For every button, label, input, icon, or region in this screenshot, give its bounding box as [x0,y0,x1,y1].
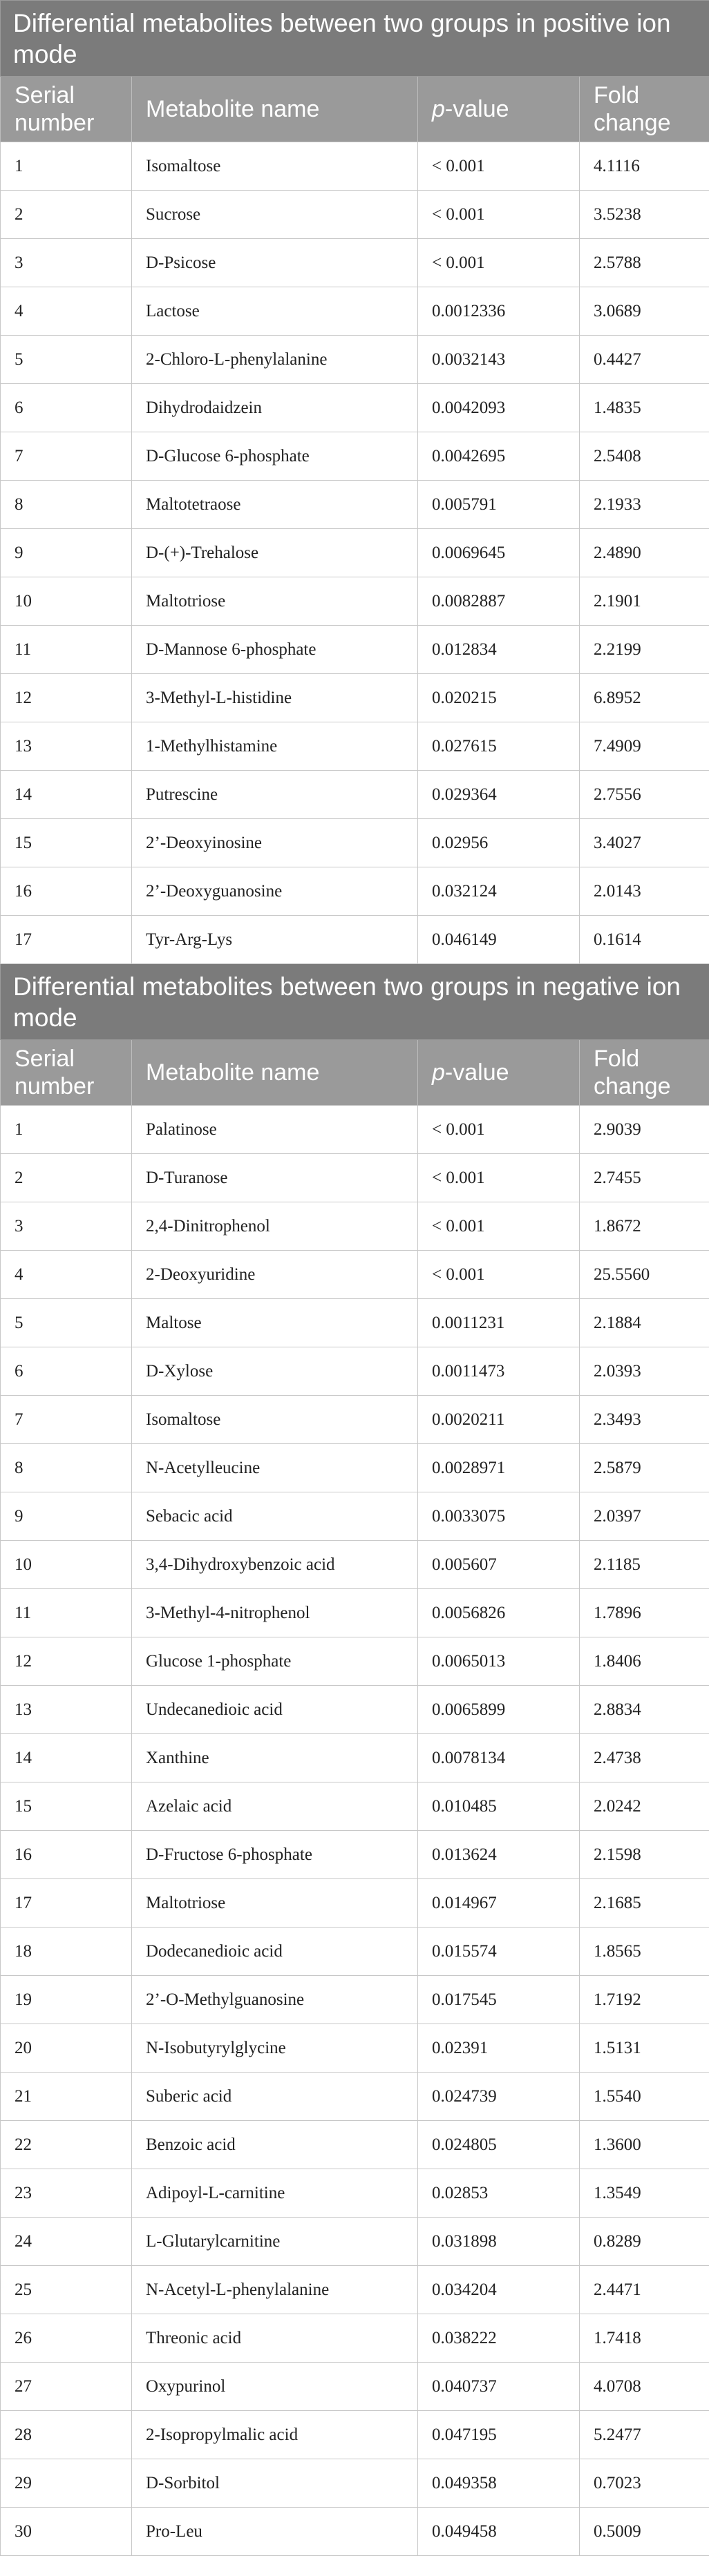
table-row [1,1106,709,1154]
table-row [1,2314,709,2363]
cell-p-value: 0.040737 [418,2363,580,2411]
cell-metabolite-name: N-Acetyl-L-phenylalanine [132,2266,418,2314]
cell-fold-change: 1.4835 [580,384,709,432]
table-row [1,674,709,722]
cell-metabolite-name: Sucrose [132,191,418,239]
cell-fold-change: 0.7023 [580,2459,709,2508]
cell-p-value: 0.0011473 [418,1347,580,1396]
cell-metabolite-name: Maltose [132,1299,418,1347]
table-row [1,1492,709,1541]
cell-p-value: 0.034204 [418,2266,580,2314]
cell-fold-change: 5.2477 [580,2411,709,2459]
table-row [1,384,709,432]
cell-metabolite-name: Palatinose [132,1106,418,1154]
cell-metabolite-name: Putrescine [132,771,418,819]
cell-metabolite-name: 2,4-Dinitrophenol [132,1202,418,1251]
cell-serial-number: 1 [1,1106,132,1154]
column-header-row [1,77,709,142]
cell-p-value: 0.013624 [418,1831,580,1879]
cell-serial-number: 1 [1,142,132,191]
table-section-caption [1,1,709,77]
cell-metabolite-name: Isomaltose [132,142,418,191]
cell-metabolite-name: Azelaic acid [132,1782,418,1831]
cell-metabolite-name: Sebacic acid [132,1492,418,1541]
cell-fold-change: 2.1598 [580,1831,709,1879]
cell-metabolite-name: 3-Methyl-4-nitrophenol [132,1589,418,1637]
cell-fold-change: 2.5788 [580,239,709,287]
cell-serial-number: 7 [1,432,132,481]
cell-fold-change: 0.5009 [580,2508,709,2556]
header-metabolite-name: Metabolite name [132,1040,418,1106]
cell-p-value: 0.049458 [418,2508,580,2556]
section-title: Differential metabolites between two groups in positive ion mode [1,1,709,77]
cell-p-value: 0.024805 [418,2121,580,2169]
cell-fold-change: 1.8406 [580,1637,709,1686]
cell-serial-number: 3 [1,239,132,287]
cell-metabolite-name: D-(+)-Trehalose [132,529,418,577]
header-serial-number: Serial number [1,77,132,142]
table-row [1,2073,709,2121]
table-row [1,626,709,674]
cell-metabolite-name: 2’-O-Methylguanosine [132,1976,418,2024]
table-row [1,1154,709,1202]
table-row [1,191,709,239]
cell-fold-change: 1.5131 [580,2024,709,2073]
table-row [1,771,709,819]
cell-serial-number: 14 [1,771,132,819]
table-row [1,1347,709,1396]
cell-p-value: 0.0032143 [418,336,580,384]
header-fold-change: Fold change [580,1040,709,1106]
table-row [1,2363,709,2411]
cell-serial-number: 27 [1,2363,132,2411]
cell-p-value: 0.010485 [418,1782,580,1831]
cell-metabolite-name: 2’-Deoxyinosine [132,819,418,867]
cell-serial-number: 24 [1,2218,132,2266]
cell-serial-number: 16 [1,867,132,916]
header-p-rest: -value [444,96,509,122]
cell-fold-change: 2.4471 [580,2266,709,2314]
cell-p-value: < 0.001 [418,1106,580,1154]
cell-p-value: < 0.001 [418,142,580,191]
cell-metabolite-name: Undecanedioic acid [132,1686,418,1734]
cell-fold-change: 3.5238 [580,191,709,239]
table-row [1,2459,709,2508]
cell-serial-number: 4 [1,287,132,336]
table-row [1,432,709,481]
cell-p-value: 0.029364 [418,771,580,819]
cell-serial-number: 13 [1,1686,132,1734]
cell-fold-change: 7.4909 [580,722,709,771]
table-row [1,239,709,287]
cell-serial-number: 8 [1,1444,132,1492]
cell-fold-change: 2.8834 [580,1686,709,1734]
table-row [1,1202,709,1251]
cell-fold-change: 2.1685 [580,1879,709,1928]
cell-serial-number: 9 [1,1492,132,1541]
cell-p-value: 0.005607 [418,1541,580,1589]
table-row [1,1928,709,1976]
cell-fold-change: 2.0397 [580,1492,709,1541]
cell-metabolite-name: D-Sorbitol [132,2459,418,2508]
cell-p-value: 0.024739 [418,2073,580,2121]
cell-p-value: 0.038222 [418,2314,580,2363]
table-row [1,336,709,384]
table-row [1,867,709,916]
cell-p-value: 0.049358 [418,2459,580,2508]
cell-fold-change: 0.4427 [580,336,709,384]
cell-metabolite-name: Adipoyl-L-carnitine [132,2169,418,2218]
table-row [1,1444,709,1492]
cell-serial-number: 2 [1,1154,132,1202]
cell-fold-change: 2.0242 [580,1782,709,1831]
cell-p-value: 0.0065013 [418,1637,580,1686]
header-serial-number: Serial number [1,1040,132,1106]
cell-serial-number: 18 [1,1928,132,1976]
cell-metabolite-name: Dihydrodaidzein [132,384,418,432]
cell-fold-change: 2.9039 [580,1106,709,1154]
cell-serial-number: 2 [1,191,132,239]
cell-p-value: 0.031898 [418,2218,580,2266]
cell-serial-number: 11 [1,626,132,674]
cell-metabolite-name: Oxypurinol [132,2363,418,2411]
cell-serial-number: 11 [1,1589,132,1637]
cell-fold-change: 2.4738 [580,1734,709,1782]
cell-fold-change: 4.0708 [580,2363,709,2411]
table-row [1,577,709,626]
table-row [1,2024,709,2073]
cell-serial-number: 16 [1,1831,132,1879]
cell-serial-number: 30 [1,2508,132,2556]
cell-p-value: 0.0082887 [418,577,580,626]
cell-metabolite-name: 2-Isopropylmalic acid [132,2411,418,2459]
cell-metabolite-name: N-Acetylleucine [132,1444,418,1492]
cell-metabolite-name: D-Xylose [132,1347,418,1396]
table-row [1,2218,709,2266]
table-row [1,819,709,867]
cell-metabolite-name: D-Fructose 6-phosphate [132,1831,418,1879]
cell-serial-number: 17 [1,1879,132,1928]
cell-p-value: 0.02853 [418,2169,580,2218]
cell-fold-change: 4.1116 [580,142,709,191]
cell-p-value: 0.027615 [418,722,580,771]
cell-p-value: 0.012834 [418,626,580,674]
cell-metabolite-name: Maltotetraose [132,481,418,529]
cell-fold-change: 2.1185 [580,1541,709,1589]
table-row [1,722,709,771]
table-row [1,1879,709,1928]
table-row [1,529,709,577]
cell-metabolite-name: Benzoic acid [132,2121,418,2169]
cell-serial-number: 9 [1,529,132,577]
cell-fold-change: 2.5879 [580,1444,709,1492]
cell-metabolite-name: D-Psicose [132,239,418,287]
cell-p-value: 0.0020211 [418,1396,580,1444]
cell-p-value: < 0.001 [418,1251,580,1299]
cell-metabolite-name: D-Glucose 6-phosphate [132,432,418,481]
cell-metabolite-name: D-Mannose 6-phosphate [132,626,418,674]
cell-p-value: 0.0065899 [418,1686,580,1734]
cell-p-value: 0.047195 [418,2411,580,2459]
cell-metabolite-name: Xanthine [132,1734,418,1782]
cell-p-value: 0.032124 [418,867,580,916]
cell-fold-change: 1.3549 [580,2169,709,2218]
cell-p-value: < 0.001 [418,191,580,239]
cell-serial-number: 13 [1,722,132,771]
cell-p-value: 0.0069645 [418,529,580,577]
cell-fold-change: 1.7896 [580,1589,709,1637]
cell-fold-change: 2.3493 [580,1396,709,1444]
cell-serial-number: 10 [1,577,132,626]
cell-serial-number: 20 [1,2024,132,2073]
cell-p-value: 0.0012336 [418,287,580,336]
cell-p-value: 0.0042695 [418,432,580,481]
cell-p-value: 0.02391 [418,2024,580,2073]
cell-p-value: 0.014967 [418,1879,580,1928]
header-p-value [418,1040,580,1106]
cell-serial-number: 6 [1,1347,132,1396]
table-row [1,1686,709,1734]
cell-p-value: < 0.001 [418,1154,580,1202]
cell-p-value: 0.046149 [418,916,580,964]
cell-fold-change: 2.7556 [580,771,709,819]
cell-p-value: 0.020215 [418,674,580,722]
cell-p-value: 0.0056826 [418,1589,580,1637]
cell-fold-change: 2.0143 [580,867,709,916]
cell-fold-change: 6.8952 [580,674,709,722]
column-header-row [1,1040,709,1106]
cell-metabolite-name: 3,4-Dihydroxybenzoic acid [132,1541,418,1589]
cell-fold-change: 25.5560 [580,1251,709,1299]
cell-fold-change: 2.1901 [580,577,709,626]
cell-serial-number: 7 [1,1396,132,1444]
cell-serial-number: 15 [1,1782,132,1831]
cell-serial-number: 25 [1,2266,132,2314]
cell-metabolite-name: 3-Methyl-L-histidine [132,674,418,722]
cell-serial-number: 22 [1,2121,132,2169]
cell-serial-number: 5 [1,336,132,384]
cell-metabolite-name: Suberic acid [132,2073,418,2121]
cell-fold-change: 0.1614 [580,916,709,964]
cell-metabolite-name: 2-Chloro-L-phenylalanine [132,336,418,384]
section-title: Differential metabolites between two groups in negative ion mode [1,964,709,1040]
cell-fold-change: 1.8672 [580,1202,709,1251]
table-row [1,1251,709,1299]
cell-p-value: 0.0078134 [418,1734,580,1782]
cell-fold-change: 2.7455 [580,1154,709,1202]
table-row [1,1782,709,1831]
cell-serial-number: 17 [1,916,132,964]
table-row [1,1299,709,1347]
cell-fold-change: 1.7192 [580,1976,709,2024]
table-row [1,2266,709,2314]
cell-fold-change: 1.7418 [580,2314,709,2363]
cell-metabolite-name: Glucose 1-phosphate [132,1637,418,1686]
table-section-caption [1,964,709,1040]
cell-fold-change: 2.0393 [580,1347,709,1396]
header-fold-change: Fold change [580,77,709,142]
cell-serial-number: 10 [1,1541,132,1589]
cell-serial-number: 6 [1,384,132,432]
cell-serial-number: 8 [1,481,132,529]
cell-fold-change: 2.1884 [580,1299,709,1347]
cell-fold-change: 1.3600 [580,2121,709,2169]
table-row [1,481,709,529]
table-row [1,1831,709,1879]
cell-p-value: 0.0033075 [418,1492,580,1541]
cell-p-value: 0.0042093 [418,384,580,432]
cell-serial-number: 21 [1,2073,132,2121]
table-row [1,2508,709,2556]
cell-fold-change: 1.8565 [580,1928,709,1976]
cell-metabolite-name: 2’-Deoxyguanosine [132,867,418,916]
table-row [1,1637,709,1686]
cell-p-value: < 0.001 [418,239,580,287]
table-row [1,2411,709,2459]
cell-fold-change: 2.1933 [580,481,709,529]
cell-serial-number: 15 [1,819,132,867]
cell-metabolite-name: Maltotriose [132,577,418,626]
cell-p-value: < 0.001 [418,1202,580,1251]
cell-fold-change: 2.4890 [580,529,709,577]
cell-serial-number: 12 [1,674,132,722]
cell-fold-change: 3.4027 [580,819,709,867]
table-row [1,1589,709,1637]
cell-metabolite-name: L-Glutarylcarnitine [132,2218,418,2266]
table-row [1,2121,709,2169]
cell-p-value: 0.0011231 [418,1299,580,1347]
table-row [1,1541,709,1589]
cell-metabolite-name: Lactose [132,287,418,336]
table-row [1,916,709,964]
cell-p-value: 0.015574 [418,1928,580,1976]
cell-metabolite-name: Pro-Leu [132,2508,418,2556]
cell-metabolite-name: N-Isobutyrylglycine [132,2024,418,2073]
cell-fold-change: 0.8289 [580,2218,709,2266]
cell-p-value: 0.017545 [418,1976,580,2024]
cell-metabolite-name: Dodecanedioic acid [132,1928,418,1976]
cell-p-value: 0.02956 [418,819,580,867]
table-row [1,1976,709,2024]
cell-fold-change: 3.0689 [580,287,709,336]
cell-metabolite-name: D-Turanose [132,1154,418,1202]
cell-metabolite-name: 2-Deoxyuridine [132,1251,418,1299]
header-p-italic: p [432,1059,445,1086]
cell-serial-number: 29 [1,2459,132,2508]
cell-serial-number: 12 [1,1637,132,1686]
table-row [1,1734,709,1782]
header-metabolite-name: Metabolite name [132,77,418,142]
cell-serial-number: 3 [1,1202,132,1251]
cell-serial-number: 5 [1,1299,132,1347]
table-row [1,1396,709,1444]
cell-fold-change: 2.5408 [580,432,709,481]
cell-fold-change: 1.5540 [580,2073,709,2121]
cell-serial-number: 23 [1,2169,132,2218]
header-p-italic: p [432,96,445,122]
cell-metabolite-name: 1-Methylhistamine [132,722,418,771]
cell-serial-number: 26 [1,2314,132,2363]
cell-p-value: 0.0028971 [418,1444,580,1492]
table-row [1,2169,709,2218]
cell-metabolite-name: Tyr-Arg-Lys [132,916,418,964]
header-p-rest: -value [444,1059,509,1086]
cell-metabolite-name: Maltotriose [132,1879,418,1928]
cell-metabolite-name: Isomaltose [132,1396,418,1444]
cell-serial-number: 4 [1,1251,132,1299]
cell-metabolite-name: Threonic acid [132,2314,418,2363]
table-row [1,142,709,191]
header-p-value [418,77,580,142]
cell-p-value: 0.005791 [418,481,580,529]
table-row [1,287,709,336]
cell-serial-number: 28 [1,2411,132,2459]
cell-serial-number: 14 [1,1734,132,1782]
cell-fold-change: 2.2199 [580,626,709,674]
cell-serial-number: 19 [1,1976,132,2024]
